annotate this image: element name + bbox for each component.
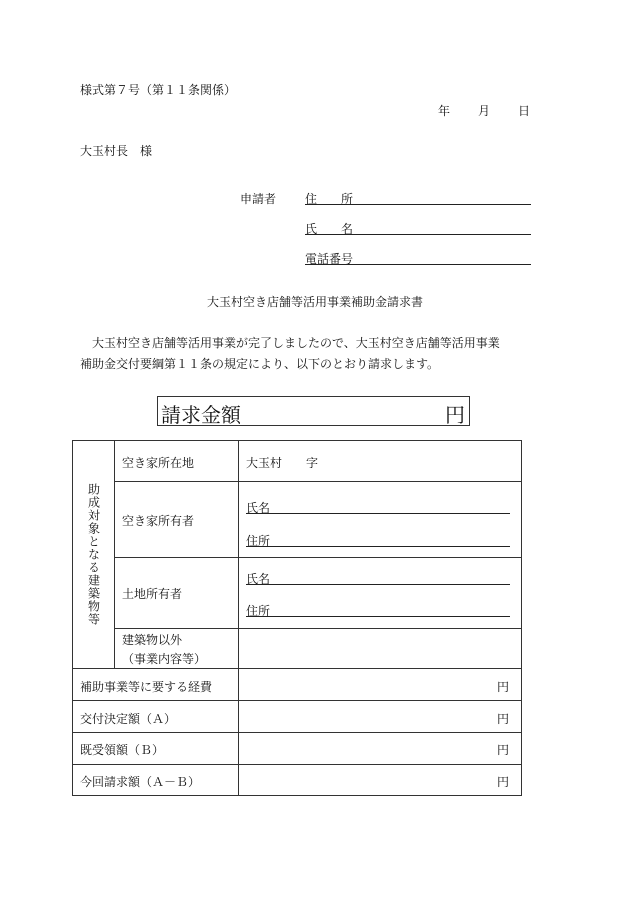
table-divider xyxy=(73,732,522,733)
table-divider xyxy=(73,668,522,669)
date-year: 年 xyxy=(438,104,451,118)
non-building-label-2: （事業内容等） xyxy=(122,652,207,666)
applicant-address-line[interactable] xyxy=(305,204,531,205)
request-label: 今回請求額（Ａ－Ｂ） xyxy=(80,775,201,789)
request-yen: 円 xyxy=(496,775,509,789)
vacant-owner-label: 空き家所有者 xyxy=(122,514,195,528)
land-owner-name-line[interactable] xyxy=(246,584,510,585)
applicant-phone-line[interactable] xyxy=(305,264,531,265)
request-amount-box[interactable] xyxy=(157,396,470,426)
land-owner-name-label: 氏名 xyxy=(246,572,271,586)
group-label: 助成対象となる建築物等 xyxy=(86,483,101,626)
vacant-owner-name-line[interactable] xyxy=(246,513,510,514)
group-label-cell xyxy=(73,441,115,668)
land-owner-label: 土地所有者 xyxy=(122,587,183,601)
decision-label: 交付決定額（Ａ） xyxy=(80,712,177,726)
table-divider xyxy=(114,557,522,558)
form-number: 様式第７号（第１１条関係） xyxy=(80,83,237,97)
decision-yen: 円 xyxy=(496,712,509,726)
subsidy-table xyxy=(72,440,522,796)
vacant-owner-name-label: 氏名 xyxy=(246,501,271,515)
received-label: 既受領額（Ｂ） xyxy=(80,743,165,757)
location-value[interactable]: 大玉村 字 xyxy=(246,456,319,470)
location-label: 空き家所在地 xyxy=(122,456,195,470)
table-divider xyxy=(114,481,522,482)
addressee: 大玉村長 様 xyxy=(80,144,153,158)
table-divider xyxy=(73,764,522,765)
land-owner-address-label: 住所 xyxy=(246,604,271,618)
document-title: 大玉村空き店舗等活用事業補助金請求書 xyxy=(206,295,423,309)
table-divider xyxy=(238,441,239,796)
land-owner-address-line[interactable] xyxy=(246,616,510,617)
request-amount-label: 請求金額 xyxy=(161,403,241,427)
date-day: 日 xyxy=(518,104,531,118)
applicant-label: 申請者 xyxy=(240,192,277,206)
request-amount-unit: 円 xyxy=(445,403,465,427)
applicant-phone-label: 電話番号 xyxy=(305,252,354,266)
body-text-line1: 大玉村空き店舗等活用事業が完了しましたので、大玉村空き店舗等活用事業 xyxy=(80,336,500,350)
applicant-name-label: 氏 名 xyxy=(305,222,354,236)
non-building-label-1: 建築物以外 xyxy=(122,633,183,647)
vacant-owner-address-line[interactable] xyxy=(246,546,510,547)
body-text-line2: 補助金交付要綱第１１条の規定により、以下のとおり請求します。 xyxy=(80,357,440,371)
applicant-address-label: 住 所 xyxy=(305,192,354,206)
cost-yen: 円 xyxy=(496,680,509,694)
vacant-owner-address-label: 住所 xyxy=(246,534,271,548)
received-yen: 円 xyxy=(496,743,509,757)
applicant-name-line[interactable] xyxy=(305,234,531,235)
date-month: 月 xyxy=(478,104,491,118)
cost-label: 補助事業等に要する経費 xyxy=(80,680,213,694)
table-divider xyxy=(73,700,522,701)
table-divider xyxy=(114,628,522,629)
